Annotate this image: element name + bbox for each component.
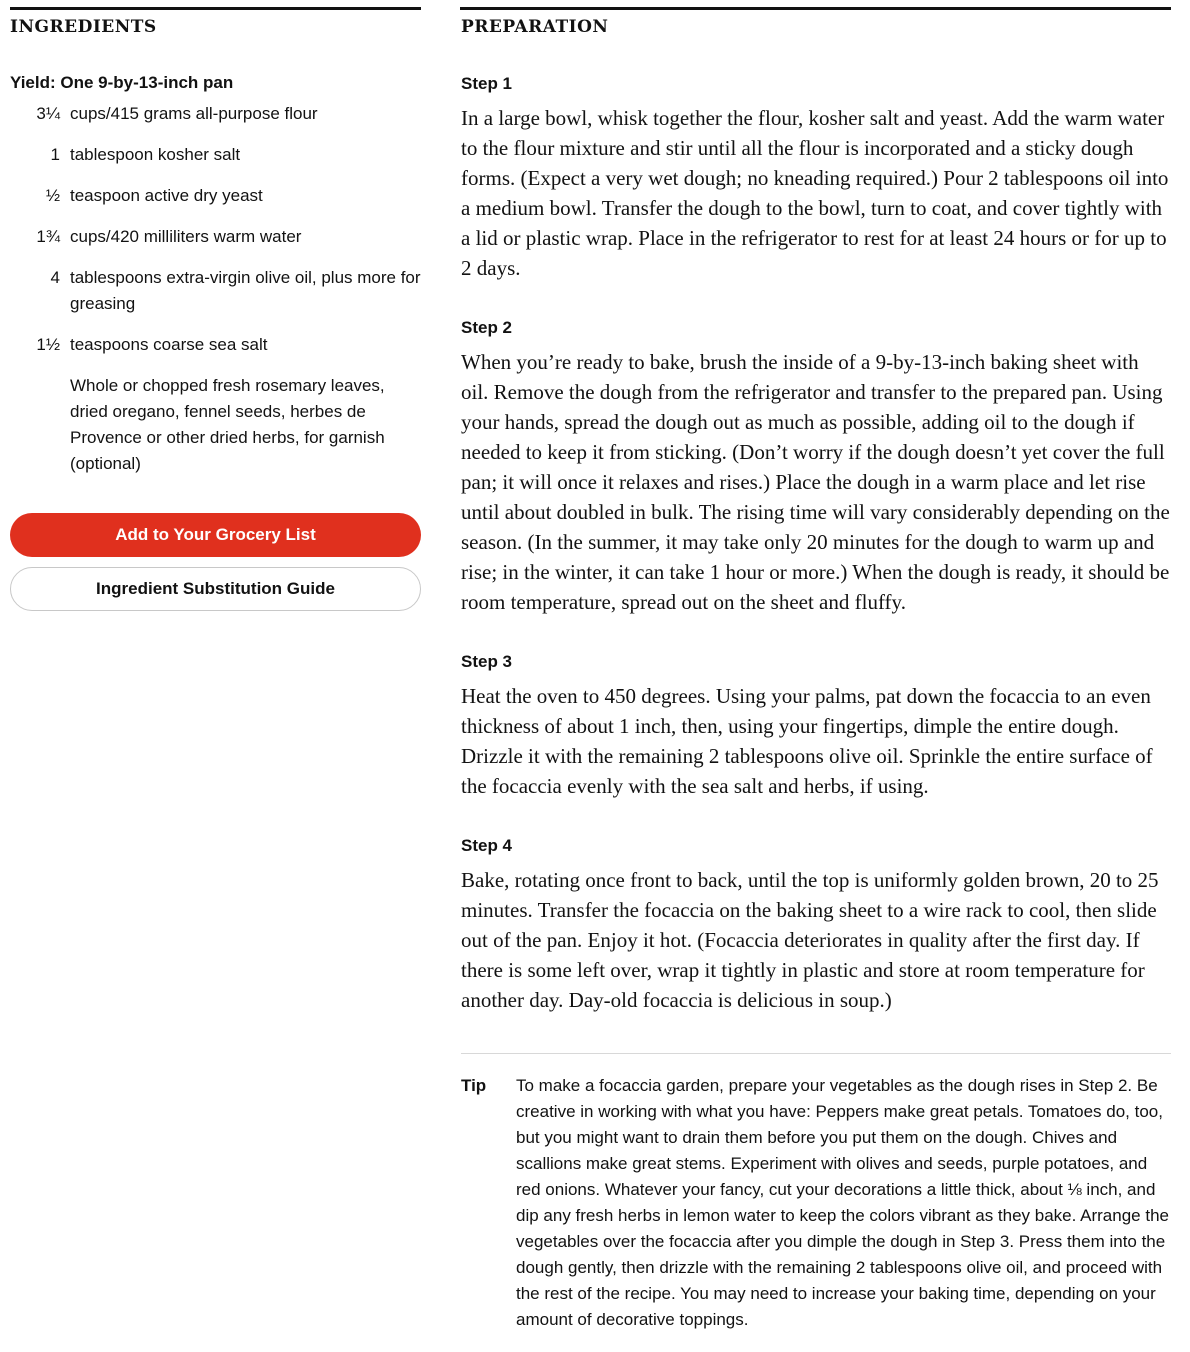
ingredient-item	[10, 265, 421, 317]
step-label: Step 3	[461, 652, 513, 671]
step	[461, 652, 1171, 801]
add-to-grocery-list-button[interactable]: Add to Your Grocery List	[10, 513, 421, 557]
preparation-top-rule	[460, 7, 1171, 10]
tip-block	[461, 1073, 1171, 1333]
step-text: When you’re ready to bake, brush the inside of a 9-by-13-inch baking sheet with oil. Remove the dough from the refrigerator and transfer to the prepared pan. Using your hands, spread the dough out as much as possible, adding oil to the dough if needed to keep it from sticking. (Don’t worry if the dough doesn’t yet cover the full pan; it will once it relaxes and rises.) Place the dough in a warm place and let rise until about doubled in bulk. The rising time will vary considerably depending on the season. (In the summer, it may take only 20 minutes for the dough to warm up and rise; in the winter, it can take 1 hour or more.) When the dough is ready, it should be room temperature, spread out on the sheet and fluffy.	[461, 350, 1170, 614]
ingredient-name: tablespoons extra-virgin olive oil, plus more for greasing	[70, 268, 421, 313]
ingredient-name: cups/415 grams all-purpose flour	[70, 104, 318, 123]
step-label: Step 1	[461, 74, 513, 93]
step	[461, 74, 1171, 283]
ingredient-name: cups/420 milliliters warm water	[70, 227, 302, 246]
preparation-steps	[461, 74, 1171, 1015]
step-label: Step 2	[461, 318, 513, 337]
ingredient-item	[10, 142, 421, 168]
ingredient-quantity: 1	[50, 145, 60, 164]
ingredient-quantity: 3¼	[36, 104, 60, 123]
step	[461, 318, 1171, 617]
ingredient-name: Whole or chopped fresh rosemary leaves, dried oregano, fennel seeds, herbes de Provence or other dried herbs, for garnish (optional)	[70, 376, 385, 473]
ingredient-item	[10, 224, 421, 250]
ingredient-substitution-guide-button[interactable]: Ingredient Substitution Guide	[10, 567, 421, 611]
ingredients-heading: INGREDIENTS	[10, 17, 157, 37]
tip-divider	[461, 1053, 1171, 1054]
step	[461, 836, 1171, 1015]
ingredient-quantity: 4	[50, 268, 60, 287]
ingredient-item	[10, 183, 421, 209]
ingredient-quantity	[10, 373, 70, 477]
ingredient-name: tablespoon kosher salt	[70, 145, 241, 164]
ingredient-quantity: ½	[45, 186, 60, 205]
step-text: Heat the oven to 450 degrees. Using your palms, pat down the focaccia to an even thickness of about 1 inch, then, using your fingertips, dimple the entire dough. Drizzle it with the remaining 2 tablespoons olive oil. Sprinkle the entire surface of the focaccia evenly with the sea salt and herbs, if using.	[461, 684, 1153, 798]
ingredient-list	[10, 101, 421, 477]
step-text: Bake, rotating once front to back, until the top is uniformly golden brown, 20 to 25 minutes. Transfer the focaccia on the baking sheet to a wire rack to cool, then slide out of the pan. Enjoy it hot. (Focaccia deteriorates in quality after the first day. If there is some left over, wrap it tightly in plastic and store at room temperature for another day. Day-old focaccia is delicious in soup.)	[461, 868, 1159, 1012]
step-text: In a large bowl, whisk together the flour, kosher salt and yeast. Add the warm water to the flour mixture and stir until all the flour is incorporated and a sticky dough forms. (Expect a very wet dough; no kneading required.) Pour 2 tablespoons oil into a medium bowl. Transfer the dough to the bowl, turn to coat, and cover tightly with a lid or plastic wrap. Place in the refrigerator to rest for at least 24 hours or for up to 2 days.	[461, 106, 1169, 280]
step-label: Step 4	[461, 836, 513, 855]
ingredient-item	[10, 101, 421, 127]
tip-label: Tip	[461, 1076, 487, 1095]
tip-text: To make a focaccia garden, prepare your vegetables as the dough rises in Step 2. Be creative in working with what you have: Peppers make great petals. Tomatoes do, too, but you might want to drain them before you put them on the dough. Chives and scallions make great stems. Experiment with olives and seeds, purple potatoes, and red onions. Whatever your fancy, cut your decorations a little thick, about ⅛ inch, and dip any fresh herbs in lemon water to keep the colors vibrant as they bake. Arrange the vegetables over the focaccia after you dimple the dough in Step 3. Press them into the dough gently, then drizzle with the remaining 2 tablespoons olive oil, and proceed with the rest of the recipe. You may need to increase your baking time, depending on your amount of decorative toppings.	[516, 1076, 1169, 1329]
ingredient-quantity: 1¾	[36, 227, 60, 246]
preparation-column	[461, 0, 1171, 1333]
recipe-yield: Yield: One 9-by-13-inch pan	[10, 73, 234, 92]
ingredient-name: teaspoon active dry yeast	[70, 186, 263, 205]
ingredients-column	[10, 0, 421, 611]
ingredient-name: teaspoons coarse sea salt	[70, 335, 268, 354]
ingredient-item	[10, 373, 421, 477]
preparation-heading: PREPARATION	[461, 17, 609, 37]
ingredient-quantity: 1½	[36, 335, 60, 354]
ingredient-item	[10, 332, 421, 358]
ingredients-top-rule	[10, 7, 421, 10]
